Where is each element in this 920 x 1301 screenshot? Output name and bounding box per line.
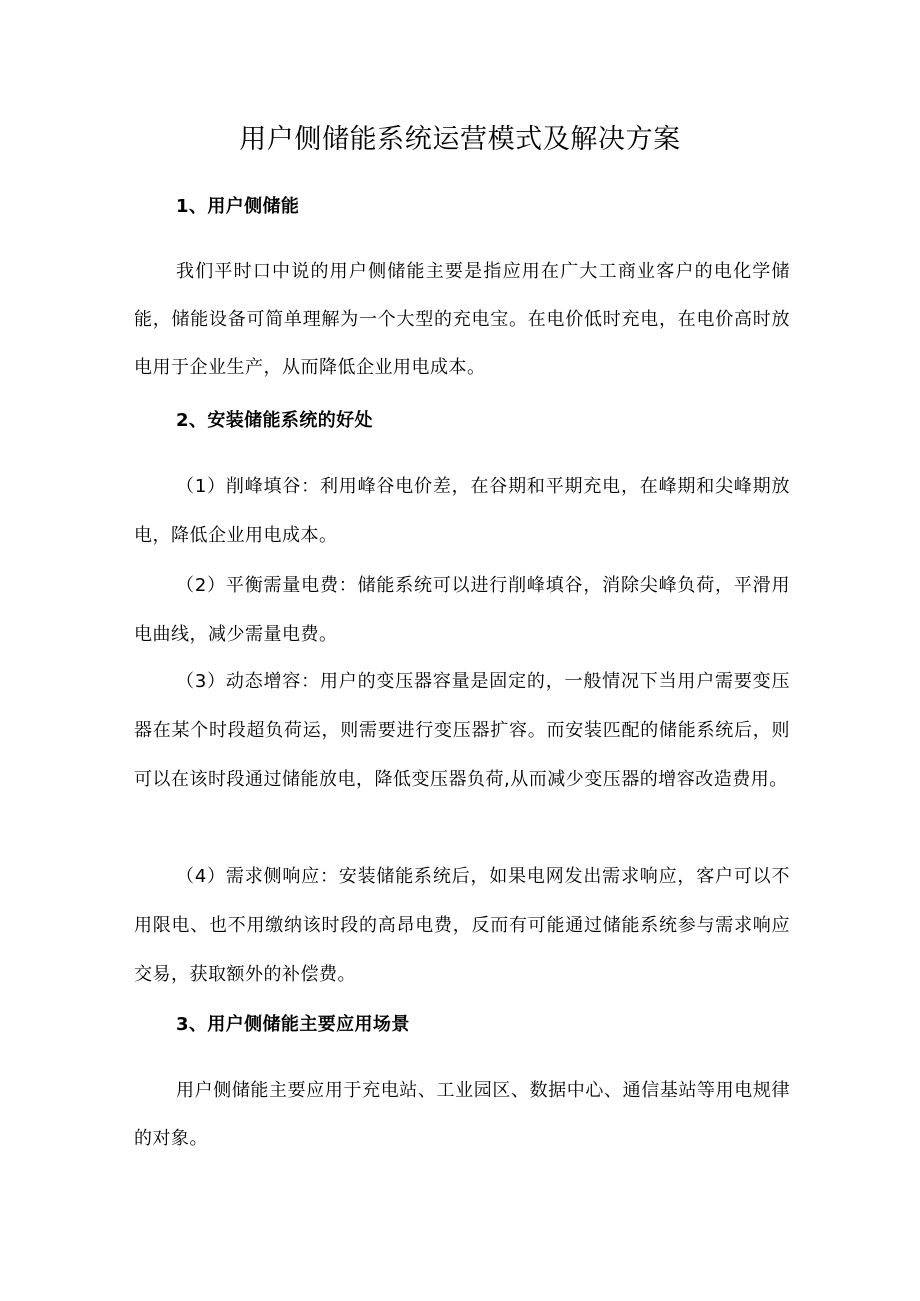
section-2-item-2: （2）平衡需量电费：储能系统可以进行削峰填谷，消除尖峰负荷，平滑用电曲线，减少需量电费。 bbox=[134, 575, 790, 645]
section-heading-3: 3、用户侧储能主要应用场景 bbox=[176, 1014, 410, 1035]
section-2-item-1: （1）削峰填谷：利用峰谷电价差，在谷期和平期充电，在峰期和尖峰期放电，降低企业用电成本。 bbox=[134, 476, 790, 546]
section-2-item-4: （4）需求侧响应：安装储能系统后，如果电网发出需求响应，客户可以不用限电、也不用缴纳该时段的高昂电费，反而有可能通过储能系统参与需求响应交易，获取额外的补偿费。 bbox=[134, 866, 790, 985]
document-title: 用户侧储能系统运营模式及解决方案 bbox=[239, 124, 681, 155]
section-2-item-3: （3）动态增容：用户的变压器容量是固定的，一般情况下当用户需要变压器在某个时段超负荷运，则需要进行变压器扩容。而安装匹配的储能系统后，则可以在该时段通过储能放电，降低变压器负荷,从而减少变压器的增容改造费用。 bbox=[134, 671, 790, 790]
section-1-paragraph-1: 我们平时口中说的用户侧储能主要是指应用在广大工商业客户的电化学储能，储能设备可简单理解为一个大型的充电宝。在电价低时充电，在电价高时放电用于企业生产，从而降低企业用电成本。 bbox=[134, 261, 790, 378]
section-heading-2: 2、安装储能系统的好处 bbox=[176, 410, 373, 431]
section-heading-1: 1、用户侧储能 bbox=[176, 196, 300, 217]
section-3-paragraph-1: 用户侧储能主要应用于充电站、工业园区、数据中心、通信基站等用电规律的对象。 bbox=[134, 1080, 790, 1149]
